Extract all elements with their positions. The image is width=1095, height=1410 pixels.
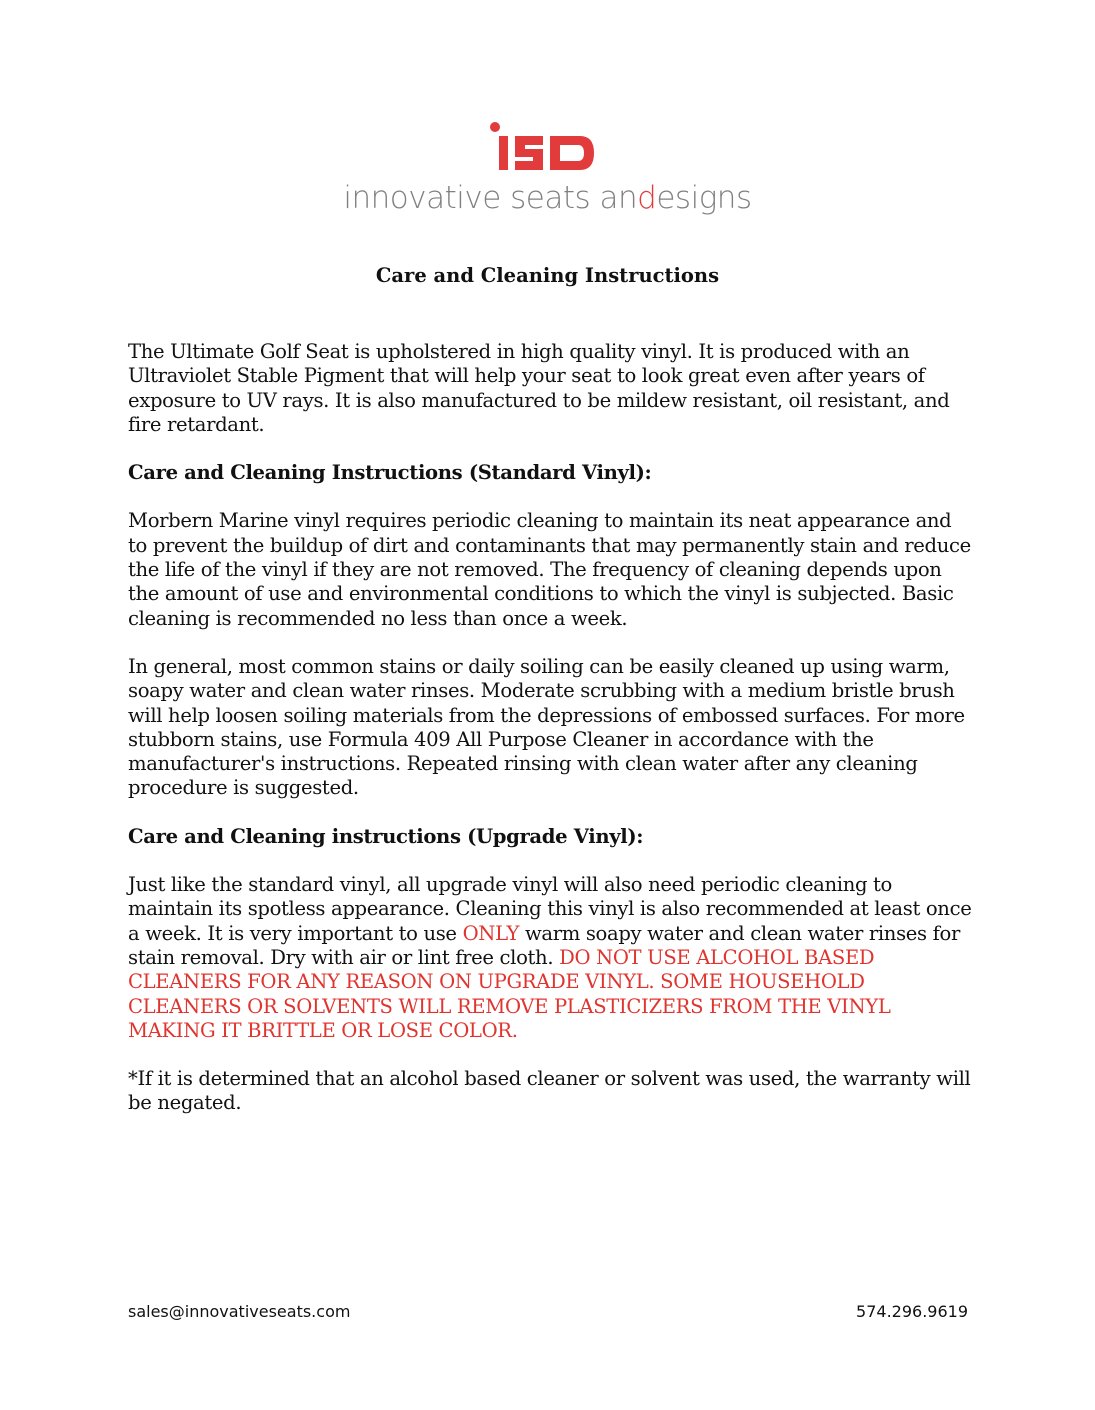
footer-phone: 574.296.9619 <box>856 1302 968 1321</box>
footer-email[interactable]: sales@innovativeseats.com <box>128 1302 351 1321</box>
logo-wordmark: innovative seats andesigns <box>343 180 752 216</box>
upgrade-vinyl-paragraph: Just like the standard vinyl, all upgrade vinyl will also need periodic cleaning to maintain its spotless appearance. Cleaning this vinyl is also recommended at least once a week. It is very important to use ONLY warm soapy water and clean water rinses for stain removal. Dry with air or lint free cloth. DO NOT USE ALCOHOL BASED CLEANERS FOR ANY REASON ON UPGRADE VINYL. SOME HOUSEHOLD CLEANERS OR SOLVENTS WILL REMOVE PLASTICIZERS FROM THE VINYL MAKING IT BRITTLE OR LOSE COLOR. <box>128 873 972 1042</box>
standard-vinyl-paragraph-1: Morbern Marine vinyl requires periodic cleaning to maintain its neat appearance and to prevent the buildup of dirt and contaminants that may permanently stain and reduce the life of the vinyl if they are not removed. The frequency of cleaning depends upon the amount of use and environmental conditions to which the vinyl is subjected. Basic cleaning is recommended no less than once a week. <box>128 509 971 630</box>
warranty-note: *If it is determined that an alcohol based cleaner or solvent was used, the warranty will be negated. <box>128 1067 971 1115</box>
alcohol-warning: DO NOT USE ALCOHOL BASED CLEANERS FOR ANY REASON ON UPGRADE VINYL. SOME HOUSEHOLD CLEANERS OR SOLVENTS WILL REMOVE PLASTICIZERS FROM THE VINYL MAKING IT BRITTLE OR LOSE COLOR. <box>128 945 891 1042</box>
document-body <box>128 340 973 1140</box>
company-logo <box>0 118 1095 216</box>
upgrade-vinyl-heading: Care and Cleaning instructions (Upgrade Vinyl): <box>128 824 644 848</box>
isd-logo-mark <box>488 118 608 178</box>
intro-paragraph: The Ultimate Golf Seat is upholstered in high quality vinyl. It is produced with an Ultraviolet Stable Pigment that will help your seat to look great even after years of exposure to UV rays. It is also manufactured to be mildew resistant, oil resistant, and fire retardant. <box>128 340 950 436</box>
standard-vinyl-paragraph-2: In general, most common stains or daily soiling can be easily cleaned up using warm, soapy water and clean water rinses. Moderate scrubbing with a medium bristle brush will help loosen soiling materials from the depressions of embossed surfaces. For more stubborn stains, use Formula 409 All Purpose Cleaner in accordance with the manufacturer's instructions. Repeated rinsing with clean water after any cleaning procedure is suggested. <box>128 654 965 800</box>
standard-vinyl-heading: Care and Cleaning Instructions (Standard Vinyl): <box>128 461 652 485</box>
document-title: Care and Cleaning Instructions <box>375 264 720 287</box>
only-emphasis: ONLY <box>462 921 520 945</box>
